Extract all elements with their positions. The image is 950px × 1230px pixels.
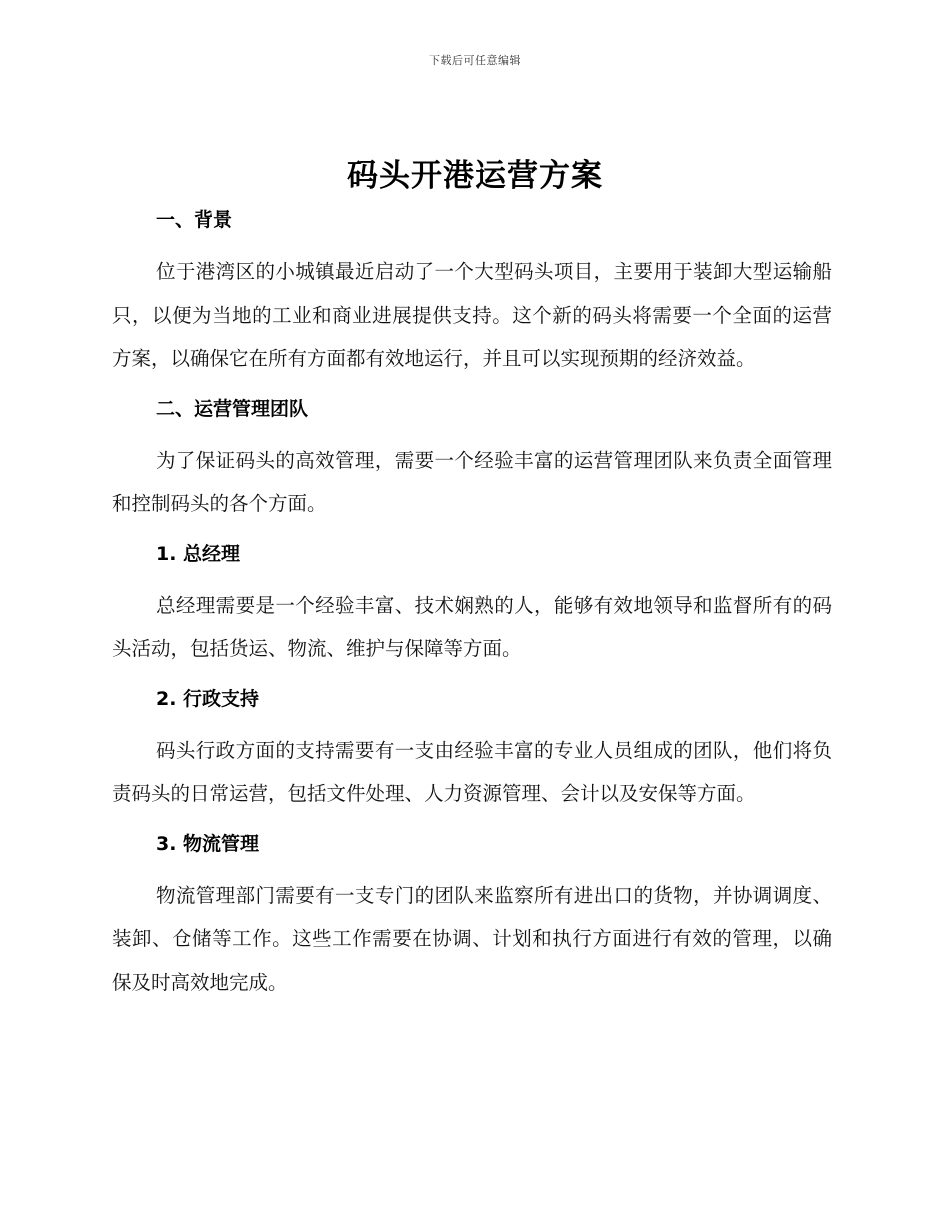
sub-heading-logistics: 3. 物流管理 bbox=[156, 832, 260, 855]
sub-heading-admin-support: 2. 行政支持 bbox=[156, 687, 260, 710]
paragraph-general-manager: 总经理需要是一个经验丰富、技术娴熟的人，能够有效地领导和监督所有的码头活动，包括货运、物流、维护与保障等方面。 bbox=[112, 593, 832, 660]
document-body bbox=[112, 200, 832, 1004]
section-heading-team: 二、运营管理团队 bbox=[156, 397, 309, 420]
paragraph-background: 位于港湾区的小城镇最近启动了一个大型码头项目，主要用于装卸大型运输船只，以便为当地的工业和商业进展提供支持。这个新的码头将需要一个全面的运营方案，以确保它在所有方面都有效地运行，并且可以实现预期的经济效益。 bbox=[112, 260, 832, 370]
paragraph-admin-support: 码头行政方面的支持需要有一支由经验丰富的专业人员组成的团队，他们将负责码头的日常运营，包括文件处理、人力资源管理、会计以及安保等方面。 bbox=[112, 738, 832, 805]
paragraph-team-intro: 为了保证码头的高效管理，需要一个经验丰富的运营管理团队来负责全面管理和控制码头的各个方面。 bbox=[112, 448, 832, 515]
document-title: 码头开港运营方案 bbox=[347, 158, 603, 194]
section-heading-background: 一、背景 bbox=[156, 209, 233, 231]
paragraph-logistics: 物流管理部门需要有一支专门的团队来监察所有进出口的货物，并协调调度、装卸、仓储等工作。这些工作需要在协调、计划和执行方面进行有效的管理，以确保及时高效地完成。 bbox=[112, 883, 832, 994]
page-header: 下载后可任意编辑 bbox=[429, 54, 521, 67]
sub-heading-general-manager: 1. 总经理 bbox=[156, 542, 241, 565]
